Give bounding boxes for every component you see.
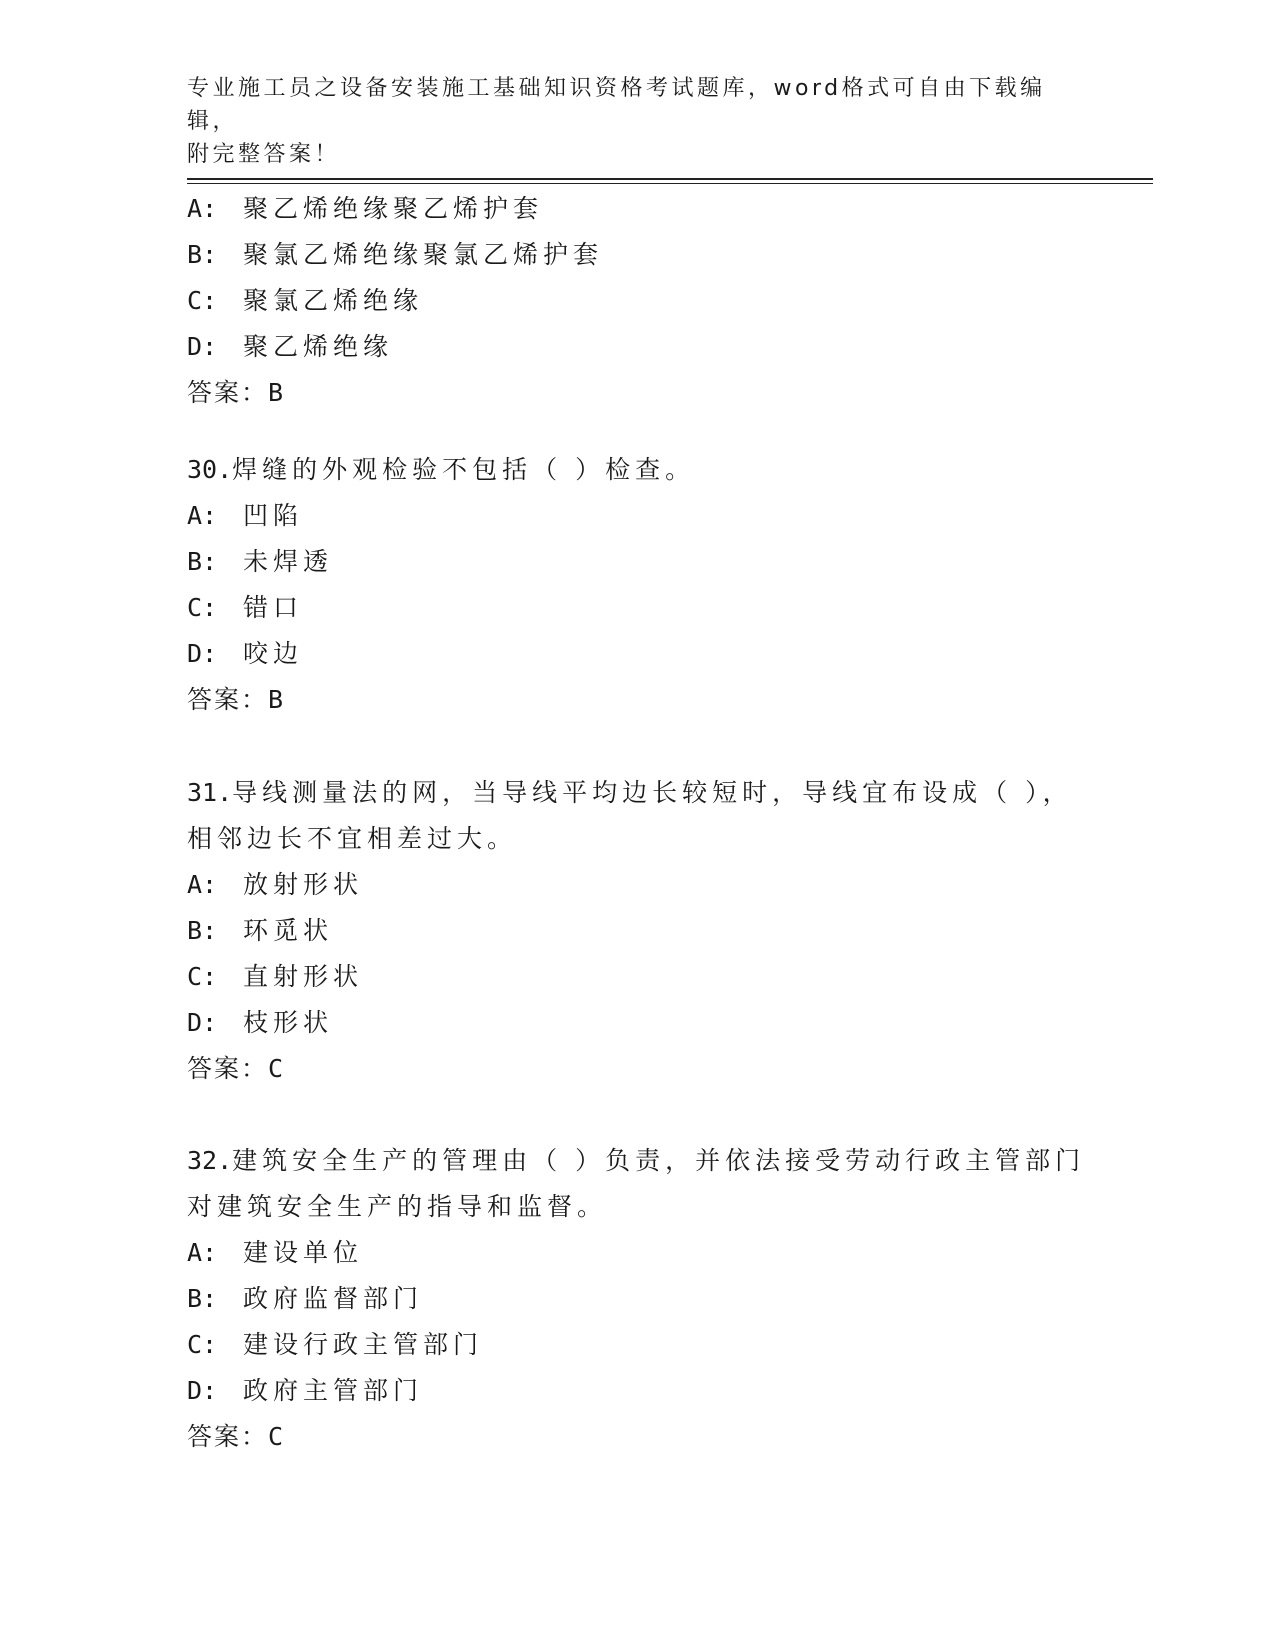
- answer-value: B: [268, 378, 284, 407]
- question-text: 对建筑安全生产的指导和监督。: [187, 1192, 608, 1221]
- option-b: [187, 232, 1087, 278]
- option-b: [187, 908, 1087, 954]
- option-b: [187, 539, 1087, 585]
- option-text: 环觅状: [243, 916, 334, 945]
- answer-value: B: [268, 685, 284, 714]
- answer-line: [187, 1414, 1087, 1460]
- option-d: [187, 1000, 1087, 1046]
- option-c: [187, 1322, 1087, 1368]
- option-text: 放射形状: [243, 870, 364, 899]
- option-a: [187, 1230, 1087, 1276]
- header-line-2: 附完整答案！: [187, 142, 341, 167]
- answer-label: 答案：: [187, 685, 269, 714]
- option-text: 聚乙烯绝缘: [243, 332, 394, 361]
- answer-line: [187, 370, 1087, 416]
- document-header: [187, 72, 1067, 171]
- option-text: 枝形状: [243, 1008, 334, 1037]
- option-text: 建设单位: [243, 1238, 364, 1267]
- option-text: 错口: [243, 593, 304, 622]
- option-d: [187, 1368, 1087, 1414]
- question-31: [187, 770, 1087, 1092]
- question-number: 31.: [187, 778, 233, 807]
- question-stem-line: [187, 1184, 1087, 1230]
- option-letter: B:: [187, 240, 218, 269]
- question-text: 相邻边长不宜相差过大。: [187, 824, 518, 853]
- question-text: 导线测量法的网，当导线平均边长较短时，导线宜布设成（ ），: [232, 778, 1073, 807]
- answer-value: C: [268, 1054, 284, 1083]
- option-d: [187, 324, 1087, 370]
- option-c: [187, 278, 1087, 324]
- option-letter: C:: [187, 286, 218, 315]
- option-letter: A:: [187, 194, 218, 223]
- answer-label: 答案：: [187, 378, 269, 407]
- question-30: [187, 447, 1087, 723]
- answer-line: [187, 677, 1087, 723]
- option-text: 凹陷: [243, 501, 304, 530]
- option-letter: C:: [187, 593, 218, 622]
- question-stem-line: [187, 816, 1087, 862]
- option-letter: B:: [187, 547, 218, 576]
- option-letter: C:: [187, 962, 218, 991]
- option-letter: A:: [187, 1238, 218, 1267]
- option-letter: D:: [187, 332, 218, 361]
- option-text: 政府主管部门: [243, 1376, 424, 1405]
- option-text: 建设行政主管部门: [243, 1330, 484, 1359]
- question-stem-line: [187, 1138, 1087, 1184]
- option-b: [187, 1276, 1087, 1322]
- answer-label: 答案：: [187, 1054, 269, 1083]
- option-text: 聚氯乙烯绝缘聚氯乙烯护套: [243, 240, 604, 269]
- option-text: 直射形状: [243, 962, 364, 991]
- question-number: 30.: [187, 455, 233, 484]
- question-text: 建筑安全生产的管理由（ ）负责，并依法接受劳动行政主管部门: [232, 1146, 1086, 1175]
- question-stem-line: [187, 447, 1087, 493]
- option-letter: A:: [187, 501, 218, 530]
- option-text: 政府监督部门: [243, 1284, 424, 1313]
- header-line-1: 专业施工员之设备安装施工基础知识资格考试题库，word格式可自由下载编辑，: [187, 76, 1046, 134]
- option-letter: D:: [187, 1008, 218, 1037]
- option-letter: A:: [187, 870, 218, 899]
- question-number: 32.: [187, 1146, 233, 1175]
- option-text: 未焊透: [243, 547, 334, 576]
- question-text: 焊缝的外观检验不包括（ ）检查。: [232, 455, 696, 484]
- option-d: [187, 631, 1087, 677]
- header-divider-thin: [187, 183, 1153, 184]
- option-text: 聚乙烯绝缘聚乙烯护套: [243, 194, 544, 223]
- answer-label: 答案：: [187, 1422, 269, 1451]
- header-divider-thick: [187, 178, 1153, 180]
- option-letter: B:: [187, 916, 218, 945]
- option-letter: D:: [187, 1376, 218, 1405]
- option-text: 咬边: [243, 639, 304, 668]
- option-c: [187, 954, 1087, 1000]
- question-32: [187, 1138, 1087, 1460]
- option-c: [187, 585, 1087, 631]
- option-a: [187, 862, 1087, 908]
- question-stem-line: [187, 770, 1087, 816]
- option-text: 聚氯乙烯绝缘: [243, 286, 424, 315]
- option-letter: D:: [187, 639, 218, 668]
- question-29: [187, 186, 1087, 416]
- option-a: [187, 493, 1087, 539]
- option-letter: B:: [187, 1284, 218, 1313]
- answer-value: C: [268, 1422, 284, 1451]
- option-letter: C:: [187, 1330, 218, 1359]
- answer-line: [187, 1046, 1087, 1092]
- option-a: [187, 186, 1087, 232]
